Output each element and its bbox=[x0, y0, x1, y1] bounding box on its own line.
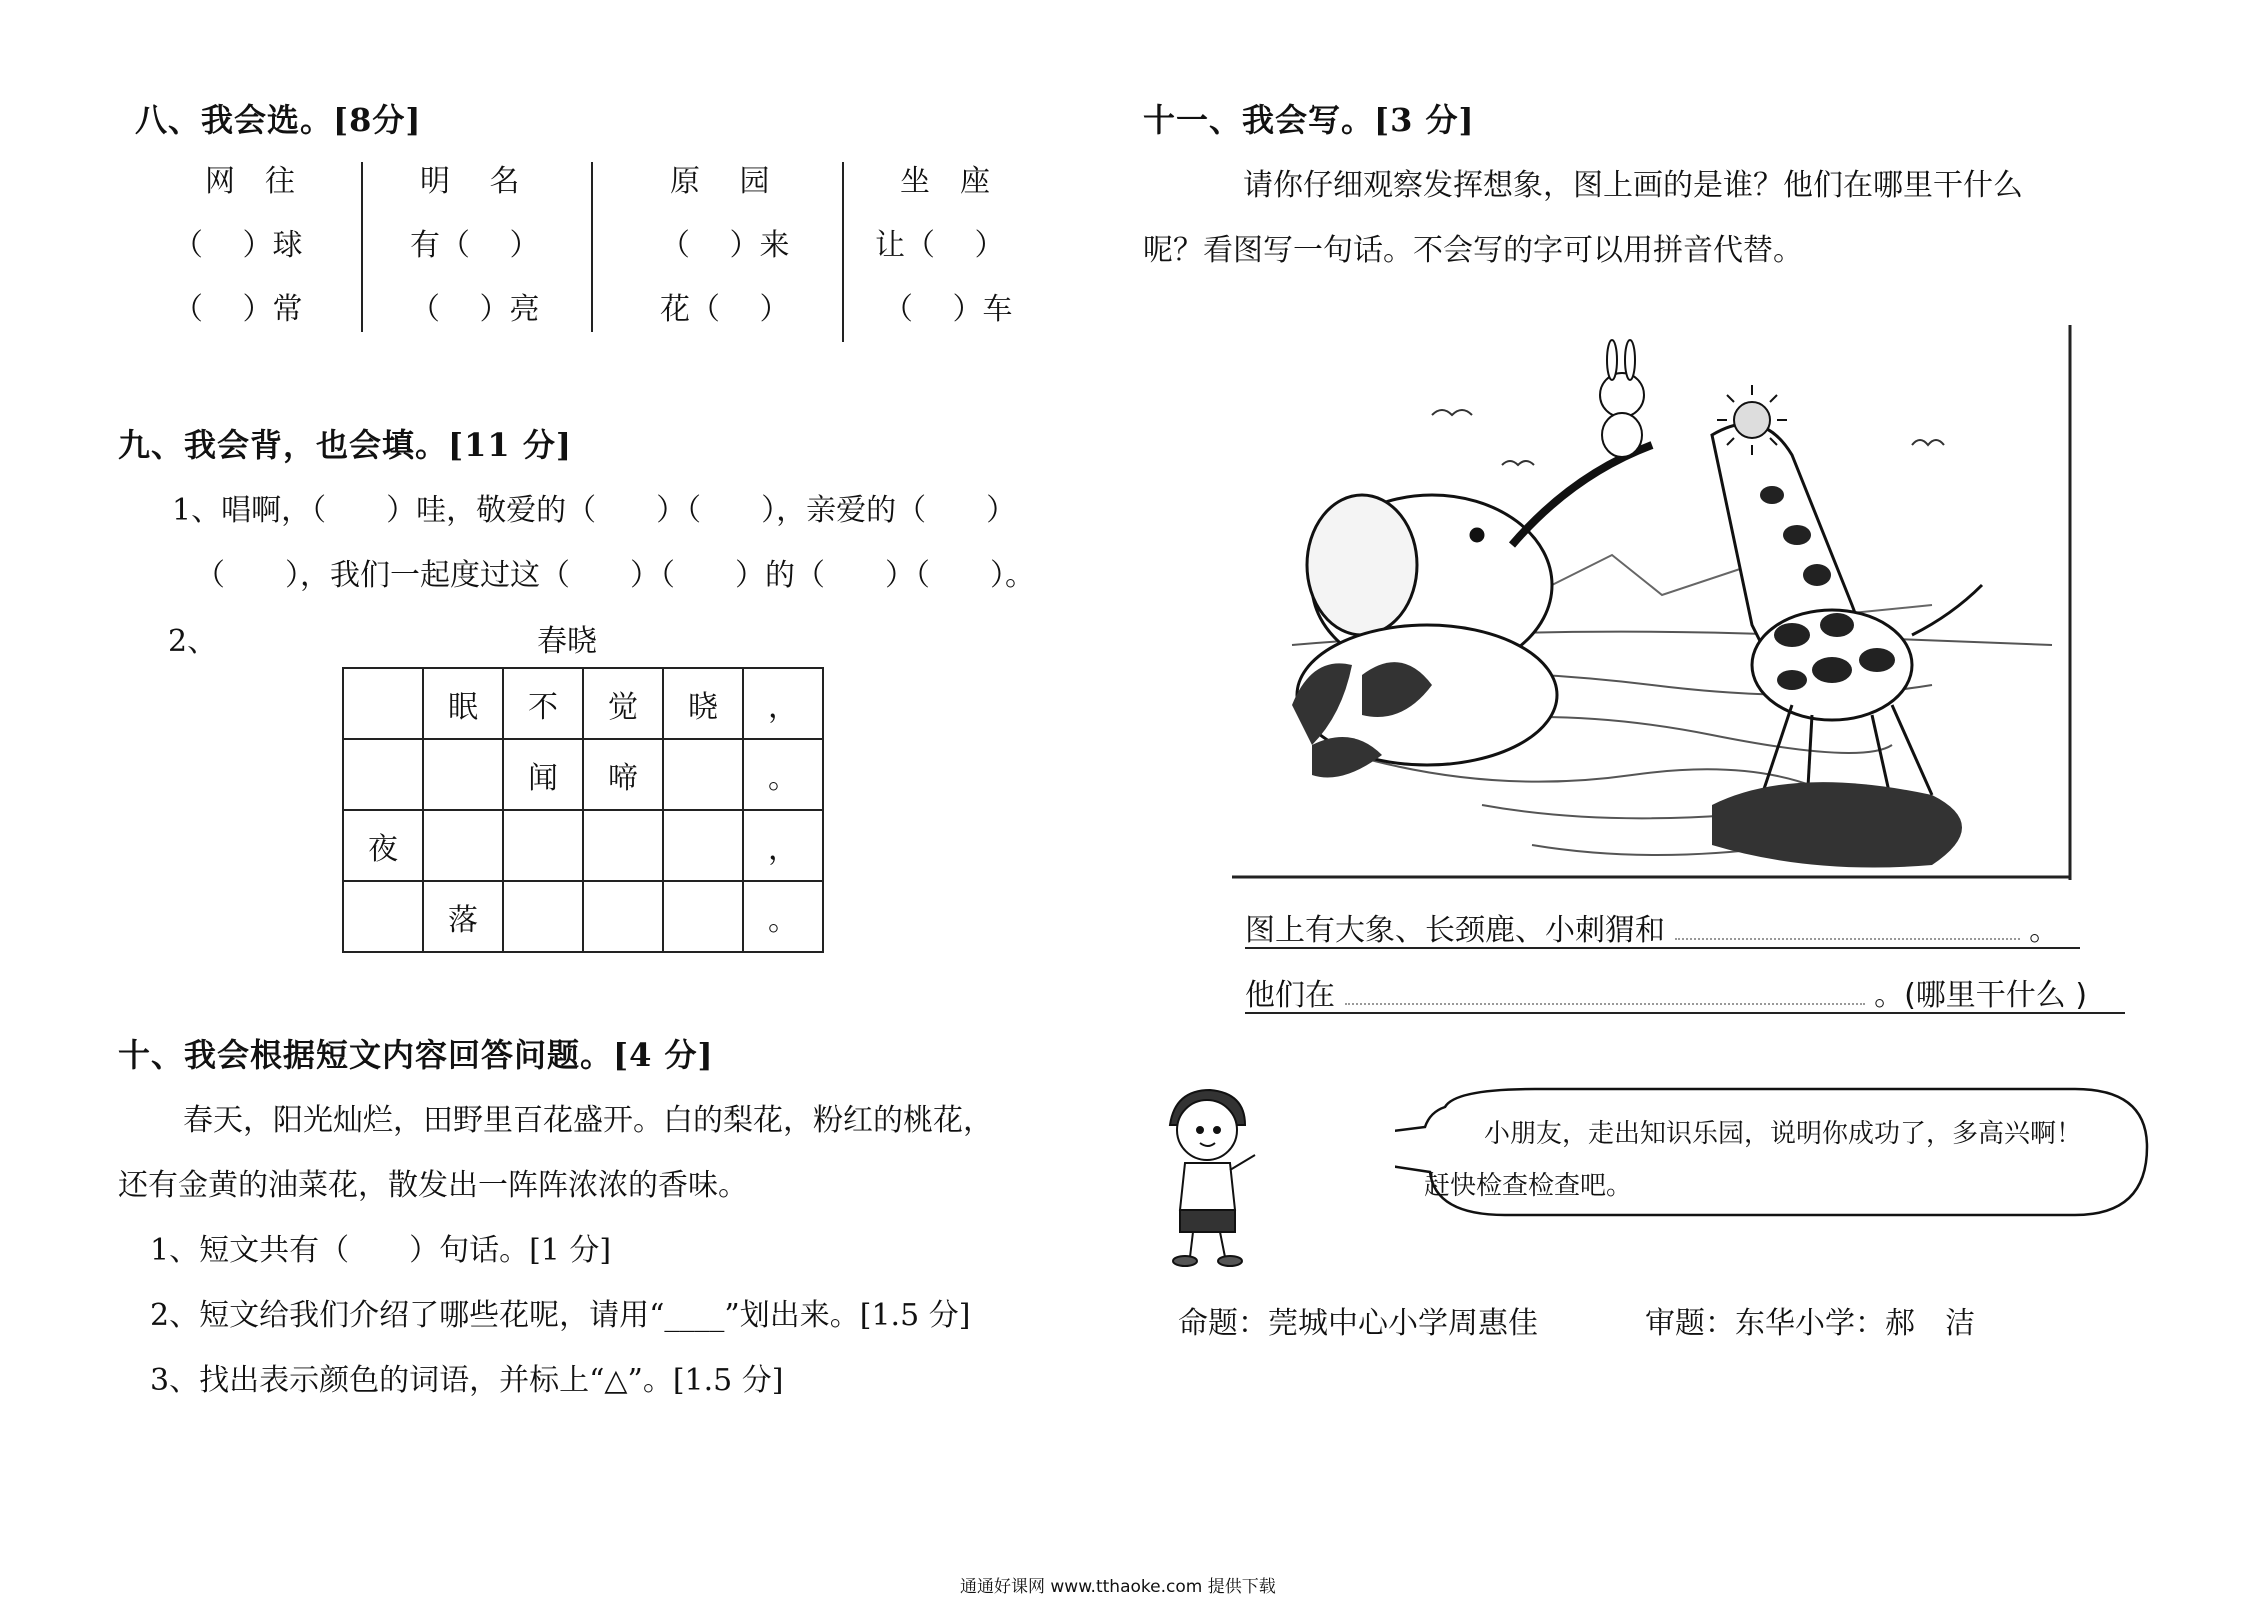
choice-blank: （ ）车 bbox=[883, 292, 1013, 327]
section-9-title: 九、我会背，也会填。[11 分] bbox=[118, 426, 572, 464]
answer-blank-2[interactable] bbox=[1345, 1003, 1865, 1005]
q9-2-number: 2、 bbox=[168, 624, 218, 659]
answer-line-1-suffix: 。 bbox=[2029, 913, 2060, 948]
choice-col-1 bbox=[173, 150, 303, 350]
grid-cell: 闻 bbox=[503, 739, 583, 810]
choice-header: 明 名 bbox=[420, 164, 520, 199]
choice-header: 坐 座 bbox=[900, 164, 990, 199]
choice-blank: 花（ ） bbox=[660, 292, 790, 327]
grid-cell[interactable] bbox=[343, 668, 423, 739]
writing-prompt-2: 呢？看图写一句话。不会写的字可以用拼音代替。 bbox=[1143, 233, 1803, 268]
bubble-line-1: 小朋友，走出知识乐园，说明你成功了，多高兴啊！ bbox=[1484, 1119, 2083, 1149]
q10-1: 1、短文共有（ ）句话。[1 分] bbox=[150, 1233, 612, 1268]
grid-cell[interactable] bbox=[423, 810, 503, 881]
grid-cell[interactable] bbox=[423, 739, 503, 810]
section-8-title: 八、我会选。[8分] bbox=[135, 101, 422, 139]
grid-cell[interactable] bbox=[583, 881, 663, 952]
grid-cell: 不 bbox=[503, 668, 583, 739]
choice-blank: （ ）球 bbox=[173, 228, 303, 263]
grid-cell: 。 bbox=[743, 739, 823, 810]
grid-cell[interactable] bbox=[663, 739, 743, 810]
passage-line-2: 还有金黄的油菜花，散发出一阵阵浓浓的香味。 bbox=[118, 1168, 748, 1203]
choice-blank: 有（ ） bbox=[410, 228, 540, 263]
grid-row bbox=[343, 881, 823, 952]
grid-cell: 夜 bbox=[343, 810, 423, 881]
answer-line-2-prefix: 他们在 bbox=[1245, 978, 1335, 1013]
section-10-title: 十、我会根据短文内容回答问题。[4 分] bbox=[118, 1036, 714, 1074]
poem-title: 春晓 bbox=[537, 624, 597, 659]
answer-line-1[interactable] bbox=[1245, 905, 2080, 949]
q10-3: 3、找出表示颜色的词语，并标上“△”。[1.5 分] bbox=[150, 1363, 784, 1398]
choice-header: 网 往 bbox=[205, 164, 295, 199]
q9-1-line2: （ ），我们一起度过这（ ）（ ）的（ ）（ ）。 bbox=[195, 558, 1035, 593]
choice-col-3 bbox=[660, 150, 790, 350]
answer-blank-1[interactable] bbox=[1675, 938, 2020, 940]
choice-blank: （ ）亮 bbox=[410, 292, 540, 327]
author-credit: 命题：莞城中心小学周惠佳 bbox=[1178, 1306, 1538, 1341]
bubble-line-2: 赶快检查检查吧。 bbox=[1424, 1171, 1633, 1201]
answer-line-2-suffix: 。(哪里干什么 ) bbox=[1874, 978, 2088, 1013]
choice-col-4 bbox=[875, 150, 1013, 350]
passage-line-1: 春天，阳光灿烂，田野里百花盛开。白的梨花，粉红的桃花， bbox=[183, 1103, 993, 1138]
grid-cell[interactable] bbox=[583, 810, 663, 881]
grid-cell: 啼 bbox=[583, 739, 663, 810]
choice-header: 原 园 bbox=[670, 164, 770, 199]
answer-line-1-prefix: 图上有大象、长颈鹿、小刺猬和 bbox=[1245, 913, 1665, 948]
grid-row bbox=[343, 668, 823, 739]
grid-cell[interactable] bbox=[503, 881, 583, 952]
grid-cell: 觉 bbox=[583, 668, 663, 739]
grid-cell: 。 bbox=[743, 881, 823, 952]
writing-prompt-1: 请你仔细观察发挥想象，图上画的是谁？他们在哪里干什么 bbox=[1243, 168, 2023, 203]
grid-cell: ， bbox=[743, 810, 823, 881]
grid-cell[interactable] bbox=[663, 810, 743, 881]
grid-row bbox=[343, 810, 823, 881]
illustration-elephant-giraffe bbox=[1232, 325, 2072, 880]
choice-blank: （ ）来 bbox=[660, 228, 790, 263]
q10-2: 2、短文给我们介绍了哪些花呢，请用“____”划出来。[1.5 分] bbox=[150, 1298, 971, 1333]
section-11-title: 十一、我会写。[3 分] bbox=[1143, 101, 1475, 139]
boy-figure bbox=[1155, 1085, 1265, 1275]
grid-cell: 眠 bbox=[423, 668, 503, 739]
choice-blank: （ ）常 bbox=[173, 292, 303, 327]
grid-cell[interactable] bbox=[663, 881, 743, 952]
footer-text: 通通好课网 www.tthaoke.com 提供下载 bbox=[960, 1577, 1276, 1597]
grid-row bbox=[343, 739, 823, 810]
answer-line-2[interactable] bbox=[1245, 970, 2125, 1014]
grid-cell: 落 bbox=[423, 881, 503, 952]
grid-cell[interactable] bbox=[343, 739, 423, 810]
choice-blank: 让（ ） bbox=[875, 228, 1005, 263]
grid-cell[interactable] bbox=[503, 810, 583, 881]
grid-cell: ， bbox=[743, 668, 823, 739]
divider bbox=[842, 162, 844, 342]
choice-table bbox=[145, 150, 1045, 350]
divider bbox=[361, 162, 363, 332]
grid-cell[interactable] bbox=[343, 881, 423, 952]
poem-grid bbox=[342, 667, 824, 953]
reviewer-credit: 审题：东华小学：郝 洁 bbox=[1645, 1306, 1975, 1341]
q9-1-line1: 1、唱啊，（ ）哇，敬爱的（ ）（ ），亲爱的（ ） bbox=[172, 493, 1017, 528]
choice-col-2 bbox=[410, 150, 540, 350]
grid-cell: 晓 bbox=[663, 668, 743, 739]
divider bbox=[591, 162, 593, 332]
